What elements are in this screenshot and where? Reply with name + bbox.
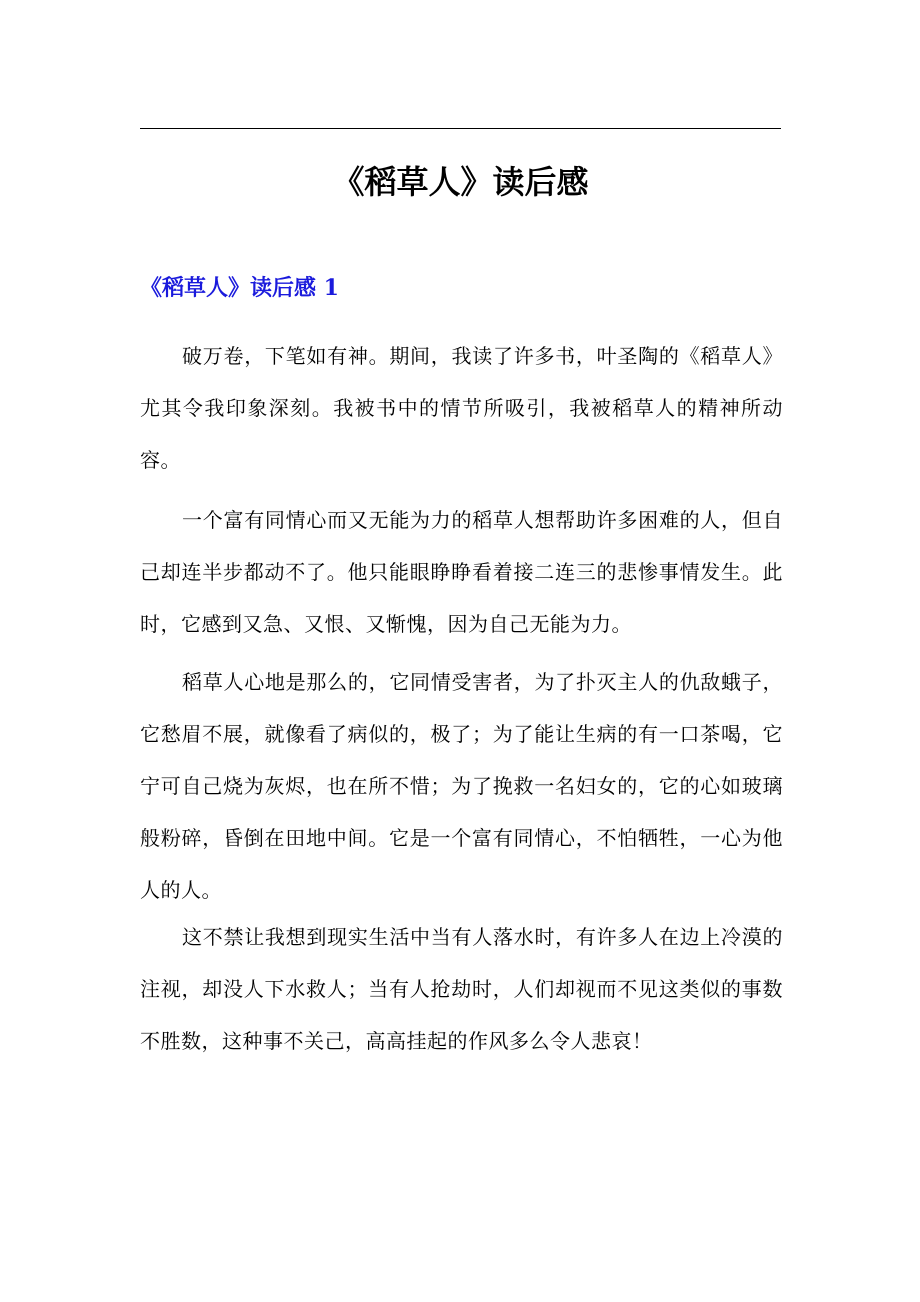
paragraph-4: 这不禁让我想到现实生活中当有人落水时，有许多人在边上冷漠的注视，却没人下水救人；当有人抢劫时，人们却视而不见这类似的事数不胜数，这种事不关己，高高挂起的作风多么令人悲哀！ <box>140 925 783 1053</box>
paragraph-1: 破万卷，下笔如有神。期间，我读了许多书，叶圣陶的《稻草人》尤其令我印象深刻。我被书中的情节所吸引，我被稻草人的精神所动容。 <box>140 344 783 472</box>
top-divider <box>140 128 781 129</box>
section-heading: 《稻草人》读后感 1 <box>140 275 339 301</box>
paragraph-3: 稻草人心地是那么的，它同情受害者，为了扑灭主人的仇敌蛾子，它愁眉不展，就像看了病似的，极了；为了能让生病的有一口茶喝，它宁可自己烧为灰烬，也在所不惜；为了挽救一名妇女的，它的心如玻璃般粉碎，昏倒在田地中间。它是一个富有同情心，不怕牺牲，一心为他人的人。 <box>140 670 783 902</box>
document-title: 《稻草人》读后感 <box>332 163 589 201</box>
paragraph-2: 一个富有同情心而又无能为力的稻草人想帮助许多困难的人，但自己却连半步都动不了。他只能眼睁睁看着接二连三的悲惨事情发生。此时，它感到又急、又恨、又惭愧，因为自己无能为力。 <box>140 508 783 636</box>
